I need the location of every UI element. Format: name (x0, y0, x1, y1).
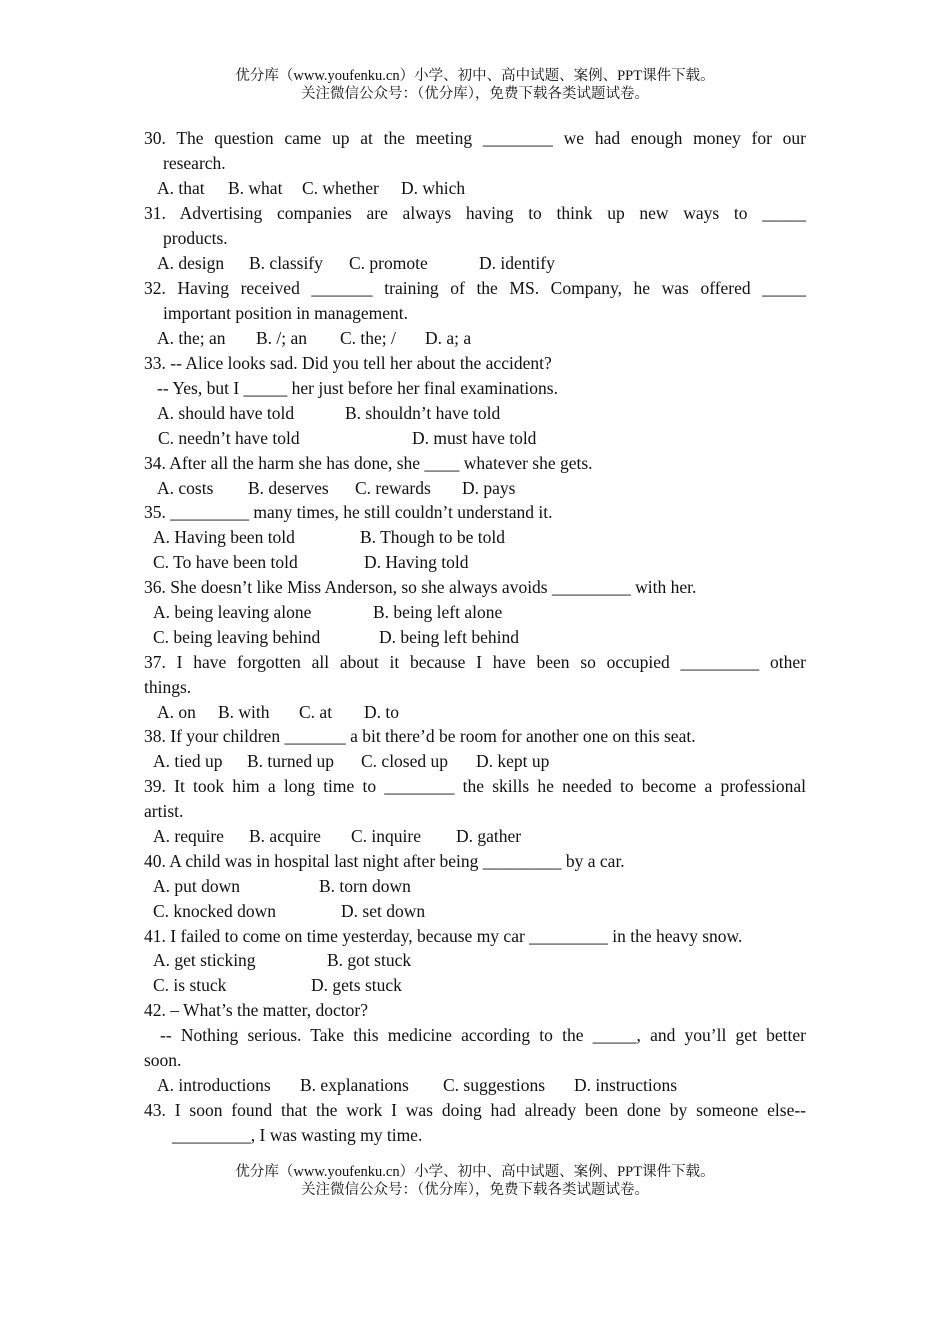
question-37-stem: 37. I have forgotten all about it because I have been so occupied _________ other (144, 652, 806, 672)
option-40-d: D. set down (341, 901, 426, 921)
question-36-stem: 36. She doesn’t like Miss Anderson, so she always avoids _________ with her. (144, 577, 697, 597)
question-39-stem-cont: artist. (144, 801, 184, 821)
question-40-stem: 40. A child was in hospital last night after being _________ by a car. (144, 851, 625, 871)
option-34-b: B. deserves (248, 478, 329, 498)
option-33-a: A. should have told (157, 403, 295, 423)
option-36-c: C. being leaving behind (153, 627, 321, 647)
question-39-stem: 39. It took him a long time to ________ the skills he needed to become a professional (144, 776, 806, 796)
option-36-b: B. being left alone (373, 602, 503, 622)
question-31-stem: 31. Advertising companies are always having to think up new ways to _____ (144, 203, 806, 223)
header-line-2: 关注微信公众号：（优分库），免费下载各类试题试卷。 (301, 86, 649, 102)
option-42-a: A. introductions (157, 1075, 271, 1095)
question-35-stem: 35. _________ many times, he still couldn’t understand it. (144, 502, 553, 522)
option-41-d: D. gets stuck (311, 975, 402, 995)
option-34-d: D. pays (462, 478, 516, 498)
option-41-b: B. got stuck (327, 950, 412, 970)
option-34-a: A. costs (157, 478, 214, 498)
option-38-a: A. tied up (153, 751, 223, 771)
footer-line-1: 优分库（www.youfenku.cn）小学、初中、高中试题、案例、PPT课件下载。 (235, 1164, 715, 1180)
question-42-stem-cont: -- Nothing serious. Take this medicine according to the _____, and you’ll get better (160, 1025, 806, 1045)
question-31-stem-cont: products. (163, 228, 228, 248)
question-33-stem: 33. -- Alice looks sad. Did you tell her about the accident? (144, 353, 552, 373)
option-38-c: C. closed up (361, 751, 449, 771)
question-33-stem-cont: -- Yes, but I _____ her just before her final examinations. (157, 378, 558, 398)
question-43-stem: 43. I soon found that the work I was doing had already been done by someone else-- (144, 1100, 806, 1120)
option-37-b: B. with (218, 702, 270, 722)
option-40-a: A. put down (153, 876, 241, 896)
footer-line-2: 关注微信公众号：（优分库），免费下载各类试题试卷。 (301, 1182, 649, 1198)
option-31-c: C. promote (349, 253, 428, 273)
question-32-stem: 32. Having received _______ training of the MS. Company, he was offered _____ (144, 278, 806, 298)
option-36-d: D. being left behind (379, 627, 519, 647)
option-37-c: C. at (299, 702, 333, 722)
option-31-b: B. classify (249, 253, 323, 273)
option-38-d: D. kept up (476, 751, 550, 771)
option-42-b: B. explanations (300, 1075, 409, 1095)
option-31-a: A. design (157, 253, 225, 273)
option-30-a: A. that (157, 178, 205, 198)
option-33-b: B. shouldn’t have told (345, 403, 501, 423)
option-38-b: B. turned up (247, 751, 335, 771)
option-41-a: A. get sticking (153, 950, 256, 970)
option-32-c: C. the; / (340, 328, 396, 348)
option-39-a: A. require (153, 826, 224, 846)
option-32-b: B. /; an (256, 328, 308, 348)
header-line-1: 优分库（www.youfenku.cn）小学、初中、高中试题、案例、PPT课件下载。 (235, 68, 715, 84)
question-37-stem-cont: things. (144, 677, 192, 697)
option-30-b: B. what (228, 178, 283, 198)
option-36-a: A. being leaving alone (153, 602, 312, 622)
option-42-c: C. suggestions (443, 1075, 546, 1095)
question-32-stem-cont: important position in management. (163, 303, 408, 323)
option-33-c: C. needn’t have told (158, 428, 300, 448)
question-30-stem: 30. The question came up at the meeting ________ we had enough money for our (144, 128, 806, 148)
option-37-a: A. on (157, 702, 196, 722)
page-footer (0, 1163, 950, 1199)
option-39-c: C. inquire (351, 826, 421, 846)
option-31-d: D. identify (479, 253, 555, 273)
option-35-d: D. Having told (364, 552, 469, 572)
question-34-stem: 34. After all the harm she has done, she ____ whatever she gets. (144, 453, 593, 473)
question-43-stem-cont: _________, I was wasting my time. (172, 1125, 423, 1145)
option-40-c: C. knocked down (153, 901, 276, 921)
option-32-a: A. the; an (157, 328, 226, 348)
option-34-c: C. rewards (355, 478, 431, 498)
option-32-d: D. a; a (425, 328, 472, 348)
option-35-a: A. Having been told (153, 527, 295, 547)
question-42-stem-cont-2: soon. (144, 1050, 182, 1070)
option-35-c: C. To have been told (153, 552, 298, 572)
question-42-stem: 42. – What’s the matter, doctor? (144, 1000, 368, 1020)
option-37-d: D. to (364, 702, 399, 722)
option-42-d: D. instructions (574, 1075, 678, 1095)
option-35-b: B. Though to be told (360, 527, 506, 547)
question-41-stem: 41. I failed to come on time yesterday, because my car _________ in the heavy snow. (144, 926, 743, 946)
option-30-c: C. whether (302, 178, 379, 198)
question-38-stem: 38. If your children _______ a bit there’d be room for another one on this seat. (144, 726, 696, 746)
option-30-d: D. which (401, 178, 466, 198)
option-39-b: B. acquire (249, 826, 321, 846)
option-33-d: D. must have told (412, 428, 537, 448)
option-41-c: C. is stuck (153, 975, 227, 995)
option-39-d: D. gather (456, 826, 522, 846)
option-40-b: B. torn down (319, 876, 411, 896)
page-header (0, 67, 950, 103)
question-30-stem-cont: research. (163, 153, 226, 173)
